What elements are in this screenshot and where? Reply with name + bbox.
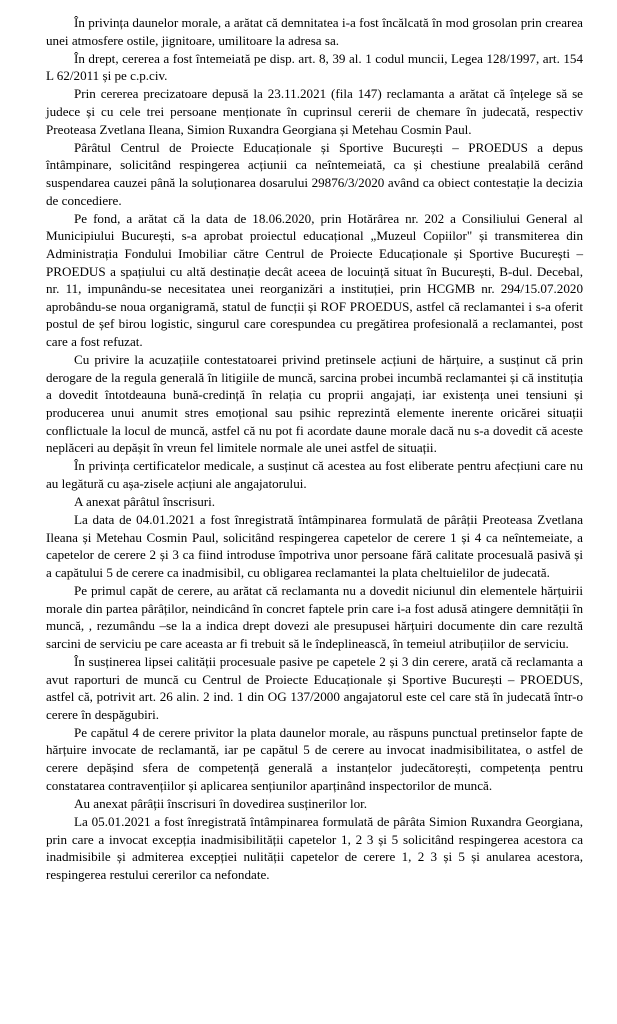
paragraph: A anexat pârâtul înscrisuri. [74,493,216,509]
paragraph: Au anexat pârâții înscrisuri în dovedirea susținerilor lor. [74,795,368,811]
paragraph: În privința daunelor morale, a arătat că demnitatea i-a fost încălcată în mod grosolan prin crearea unei atmosfere ostile, jignitoare, umilitoare la adresa sa. [46,15,583,48]
paragraph: În privința certificatelor medicale, a susținut că acestea au fost eliberate pentru afecțiuni care nu au legătură cu așa-zisele acțiuni ale angajatorului. [46,458,583,491]
document-body [46,14,583,883]
paragraph: Pe primul capăt de cerere, au arătat că reclamanta nu a dovedit niciunul din elementele hărțuirii morale din partea pârâților, neindicând în concret faptele prin care i-a fost adusă atingere demnității în muncă, , rezumându –se la a indica drept dovezi ale presupusei hărțuiri documente din care rezultă sarcini de serviciu pe care aceasta ar fi trebuit să le îndeplinească, în temeiul atribuțiilor de serviciu. [46,583,583,651]
paragraph: La 05.01.2021 a fost înregistrată întâmpinarea formulată de pârâta Simion Ruxandra Georgiana, prin care a invocat excepția inadmisibilității capetelor 1, 2 3 și 5 solicitând respingerea acestora ca inadmisibile și admiterea excepției nulității capetelor de cerere 1, 2 3 și 5 și anularea acestora, respingerea restului cererilor ca nefondate. [46,813,583,882]
paragraph: Pârâtul Centrul de Proiecte Educaționale și Sportive București – PROEDUS a depus întâmpinare, solicitând respingerea acțiunii ca neîntemeiată, ca și chestiune prealabilă cerând suspendarea cauzei până la soluționarea dosarului 29876/3/2020 având ca obiect contestație la decizia de concediere. [46,139,583,208]
paragraph: În susținerea lipsei calității procesuale pasive pe capetele 2 și 3 din cerere, arată că reclamanta a avut raporturi de muncă cu Centrul de Proiecte Educaționale și Sportive București – PROEDUS, astfel că, potrivit art. 26 alin. 2 ind. 1 din OG 137/2000 angajatorul este cel care stă în judecată într-o cerere în despăgubiri. [46,653,583,722]
paragraph: Cu privire la acuzațiile contestatoarei privind pretinsele acțiuni de hărțuire, a susținut că prin derogare de la regula generală în litigiile de muncă, sarcina probei incumbă reclamantei și că instituția a dovedit întotdeauna bună-credință în relația cu proprii angajați, iar existența unei tensiuni și producerea unui anumit stres emoțional sau psihic reprezintă elemente inerente oricărei situații conflictuale la locul de muncă, astfel că nu pot fi acordate daune morale dacă nu s-a dovedit că aceste neplăceri au depășit în vreun fel limitele normale ale unei astfel de situații. [46,352,583,456]
paragraph: Pe capătul 4 de cerere privitor la plata daunelor morale, au răspuns punctual pretinselor fapte de hărțuire invocate de reclamantă, iar pe capătul 5 de cerere au invocat inadmisibilitatea, o astfel de cerere depășind sfera de competență generală a instanțelor judecătorești, competența pentru constatarea contravențiilor și aplicarea sențiunilor aparținând inspectorilor de muncă. [46,724,583,793]
paragraph: Prin cererea precizatoare depusă la 23.11.2021 (fila 147) reclamanta a arătat că înțelege să se judece și cu cele trei persoane menționate în cuprinsul cererii de chemare în judecată, respectiv Preoteasa Zvetlana Ileana, Simion Ruxandra Georgiana și Metehau Cosmin Paul. [46,86,583,137]
paragraph: Pe fond, a arătat că la data de 18.06.2020, prin Hotărârea nr. 202 a Consiliului General al Municipiului București, s-a aprobat proiectul educațional „Muzeul Copiilor" și transmiterea din Administrația Fondului Imobiliar către Centrul de Proiecte Educaționale și Sportive București – PROEDUS a spațiului cu altă destinație decât aceea de locuință situat în București, B-dul. Decebal, nr. 11, impunându-se necesitatea unei reorganizări a instituției, prin HCGMB nr. 294/15.07.2020 aprobându-se noua organigramă, statul de funcții și ROF PROEDUS, astfel că reclamantei i s-a oferit postul de șef birou logistic, singurul care corespundea cu pregătirea profesională a reclamantei, post care a fost refuzat. [46,210,583,349]
paragraph: În drept, cererea a fost întemeiată pe disp. art. 8, 39 al. 1 codul muncii, Legea 128/1997, art. 154 L 62/2011 și pe c.p.civ. [46,50,583,84]
paragraph: La data de 04.01.2021 a fost înregistrată întâmpinarea formulată de pârâții Preoteasa Zvetlana Ileana și Metehau Cosmin Paul, solicitând respingerea capetelor de cerere 1 și 4 ca neîntemeiate, a capetelor de cerere 2 și 3 ca fiind introduse împotriva unor persoane fără calitate procesuală pasivă și a capătului 5 de cerere ca inadmisibil, cu obligarea reclamantei la plata cheltuielilor de judecată. [46,512,583,580]
